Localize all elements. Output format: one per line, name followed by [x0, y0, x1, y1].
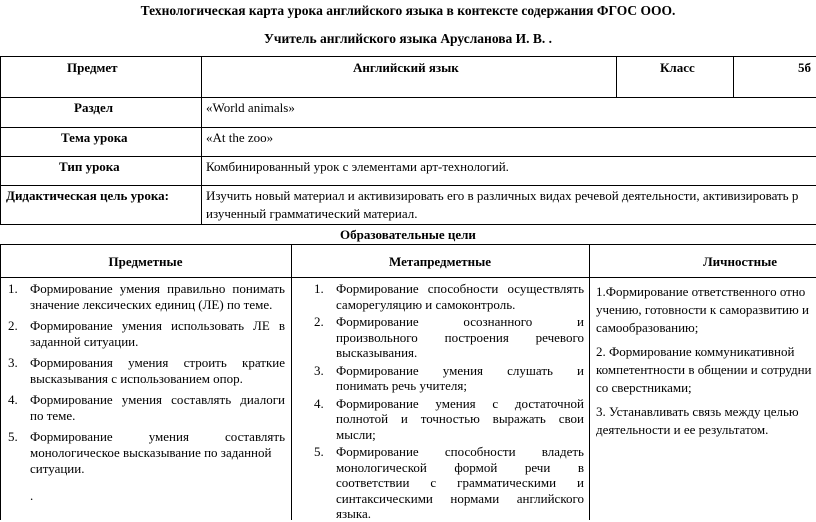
column-border: [589, 244, 590, 520]
row-border: [0, 127, 816, 128]
list-item: 1. Формирование умения правильно понимать значение лексических единиц (ЛЕ) по теме.: [8, 281, 285, 312]
list-item: 2. Формирование коммуникативной компетентности в общении и сотрудни со сверстниками;: [596, 344, 812, 395]
meta-goals-header: Метапредметные: [388, 254, 492, 269]
class-value: 5б: [798, 60, 811, 75]
lesson-type-label: Тип урока: [59, 159, 120, 174]
didactic-goal-label: Дидактическая цель урока:: [6, 188, 170, 203]
meta-goals-list: [314, 281, 584, 522]
list-item: 3. Формирование умения слушать и понимать речь учителя;: [314, 362, 584, 393]
column-border: [733, 56, 734, 98]
row-border: [0, 185, 816, 186]
list-item: 3. Устанавливать связь между целью деятельности и ее результатом.: [596, 404, 799, 437]
list-item: 5. Формирование умения составлять монологическое высказывание по заданной ситуации.: [8, 429, 285, 476]
row-border: [0, 97, 816, 98]
section-value: «World animals»: [206, 100, 295, 115]
list-item: 1. Формирование способности осуществлять саморегуляцию и самоконтроль.: [314, 281, 584, 312]
teacher-name: Учитель английского языка Арусланова И. В. .: [263, 31, 553, 46]
list-item: 2. Формирование осознанного и произвольного построения речевого высказывания.: [314, 314, 584, 360]
didactic-goal-value-line2: изученный грамматический материал.: [206, 206, 418, 221]
column-border: [616, 56, 617, 98]
list-item: 2. Формирование умения использовать ЛЕ в заданной ситуации.: [8, 318, 285, 349]
column-border: [201, 56, 202, 225]
row-border: [0, 244, 816, 245]
educational-goals-heading: Образовательные цели: [340, 227, 476, 242]
row-border: [0, 224, 816, 225]
subject-label: Предмет: [67, 60, 118, 75]
lesson-type-value: Комбинированный урок с элементами арт-технологий.: [206, 159, 509, 174]
column-border: [0, 56, 1, 225]
row-border: [0, 156, 816, 157]
subject-goals-header: Предметные: [108, 254, 183, 269]
subject-value: Английский язык: [353, 60, 459, 75]
subject-goals-list: [8, 281, 285, 482]
didactic-goal-value-line1: Изучить новый материал и активизировать его в различных видах речевой деятельности, активизировать р: [206, 188, 799, 203]
list-item: 1.Формирование ответственного отно учению, готовности к саморазвитию и самообразованию;: [596, 284, 809, 335]
personal-goals-list: [596, 283, 816, 439]
document-title: Технологическая карта урока английского языка в контексте содержания ФГОС ООО.: [140, 3, 676, 18]
list-item: 3. Формирования умения строить краткие высказывания с использованием опор.: [8, 355, 285, 386]
topic-value: «At the zoo»: [206, 130, 274, 145]
personal-goals-header: Личностные: [702, 254, 778, 269]
list-item: 4. Формирование умения составлять диалоги по теме.: [8, 392, 285, 423]
table-top-border: [0, 56, 816, 57]
column-border: [0, 244, 1, 520]
topic-label: Тема урока: [61, 130, 128, 145]
column-border: [291, 244, 292, 520]
row-border: [0, 277, 816, 278]
subject-goals-trailing-dot: .: [30, 488, 34, 503]
class-label: Класс: [660, 60, 695, 75]
section-label: Раздел: [74, 100, 114, 115]
list-item: 5. Формирование способности владеть монологической формой речи в соответствии с грамматическими и синтаксическими нормами английского языка.: [314, 444, 584, 521]
list-item: 4. Формирование умения с достаточной полнотой и точностью выражать свои мысли;: [314, 395, 584, 442]
